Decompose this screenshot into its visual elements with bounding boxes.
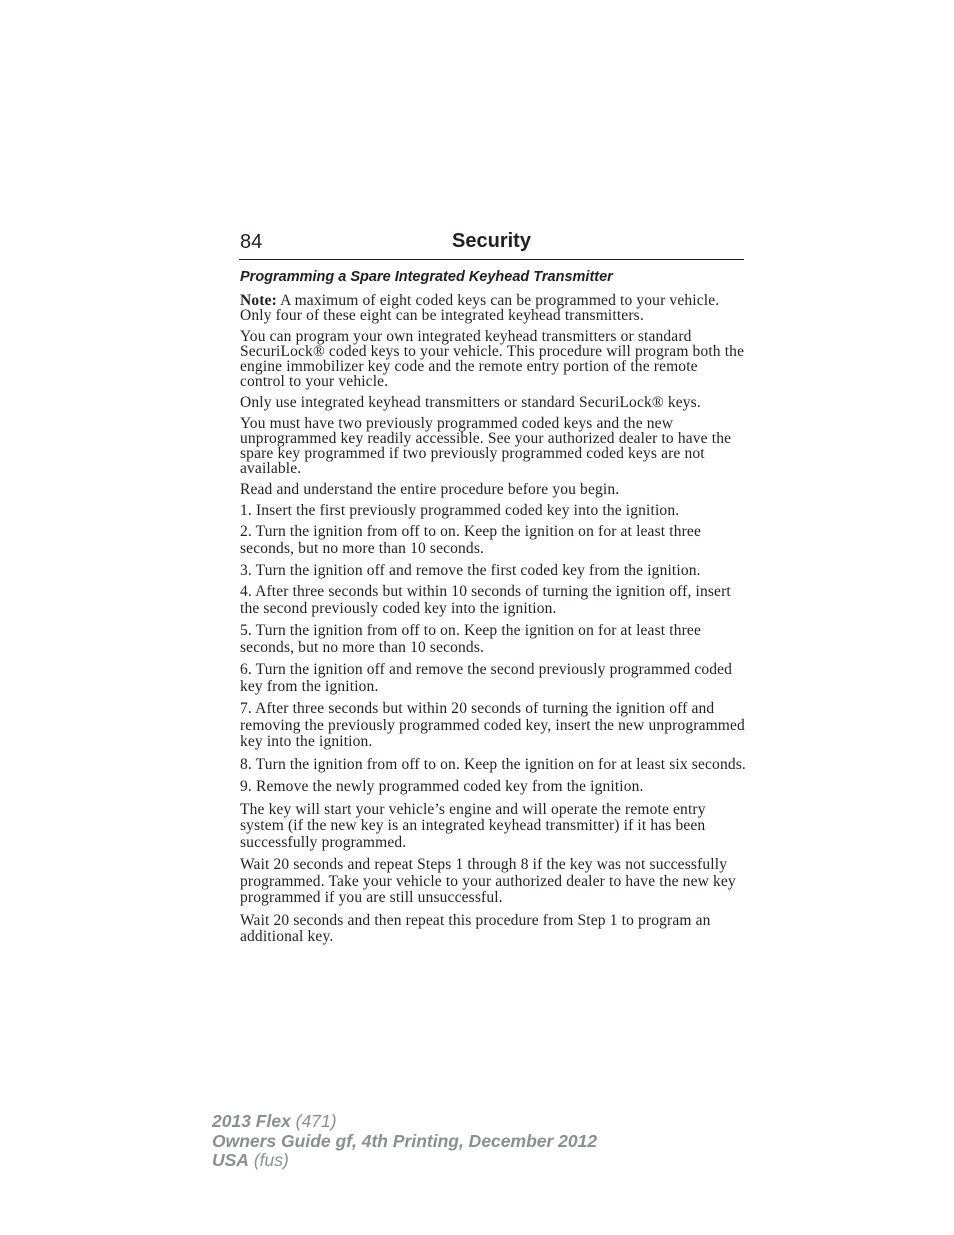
note-label: Note: [240, 292, 277, 309]
intro-paragraph: You can program your own integrated keyhead transmitters or standard SecuriLock® coded keys to your vehicle. This procedure will program both the engine immobilizer key code and the remote entry portion of the remote control to your vehicle. [240, 328, 745, 390]
section-title: Programming a Spare Integrated Keyhead Transmitter [240, 269, 613, 285]
note-text: A maximum of eight coded keys can be programmed to your vehicle. Only four of these eight can be integrated keyhead transmitters. [240, 292, 720, 324]
footer-region-code: (fus) [248, 1150, 289, 1170]
step-7: 7. After three seconds but within 20 seconds of turning the ignition off and removing the previously programmed coded key, insert the new unprogrammed key into the ignition. [240, 700, 745, 750]
step-9: 9. Remove the newly programmed coded key from the ignition. [240, 778, 644, 795]
page-header [239, 229, 744, 260]
page-number: 84 [240, 231, 263, 253]
step-1: 1. Insert the first previously programmed coded key into the ignition. [240, 502, 680, 519]
footer-region-line [212, 1151, 597, 1171]
footer-region: USA [212, 1150, 249, 1170]
step-3: 3. Turn the ignition off and remove the first coded key from the ignition. [240, 562, 701, 579]
step-8: 8. Turn the ignition from off to on. Keep the ignition on for at least six seconds. [240, 755, 746, 773]
note-paragraph [240, 293, 746, 323]
closing-paragraph: The key will start your vehicle’s engine and will operate the remote entry system (if the new key is an integrated keyhead transmitter) if it has been successfully programmed. [240, 800, 706, 851]
intro-paragraph: Read and understand the entire procedure before you begin. [240, 481, 620, 498]
footer-guide: Owners Guide gf, 4th Printing, December 2012 [212, 1130, 598, 1151]
intro-paragraph: Only use integrated keyhead transmitters or standard SecuriLock® keys. [240, 394, 701, 411]
step-6: 6. Turn the ignition off and remove the second previously programmed coded key from the ignition. [240, 661, 733, 695]
page-content [240, 268, 746, 952]
closing-paragraph: Wait 20 seconds and then repeat this procedure from Step 1 to program an additional key. [240, 911, 711, 945]
step-2: 2. Turn the ignition from off to on. Keep the ignition on for at least three seconds, but no more than 10 seconds. [240, 523, 701, 557]
document-footer [212, 1112, 597, 1171]
page-title: Security [452, 230, 531, 252]
step-4: 4. After three seconds but within 10 seconds of turning the ignition off, insert the second previously coded key into the ignition. [240, 583, 731, 617]
step-5: 5. Turn the ignition from off to on. Keep the ignition on for at least three seconds, but no more than 10 seconds. [240, 622, 701, 656]
footer-model: 2013 Flex [212, 1111, 291, 1131]
footer-model-line [212, 1112, 597, 1132]
intro-paragraph: You must have two previously programmed coded keys and the new unprogrammed key readily accessible. See your authorized dealer to have the spare key programmed if two previously programmed coded keys are not available. [240, 415, 732, 477]
footer-model-code: (471) [290, 1111, 337, 1131]
closing-paragraph: Wait 20 seconds and repeat Steps 1 through 8 if the key was not successfully programmed. Take your vehicle to your authorized dealer to have the new key programmed if you are still unsuccessful. [240, 856, 736, 906]
